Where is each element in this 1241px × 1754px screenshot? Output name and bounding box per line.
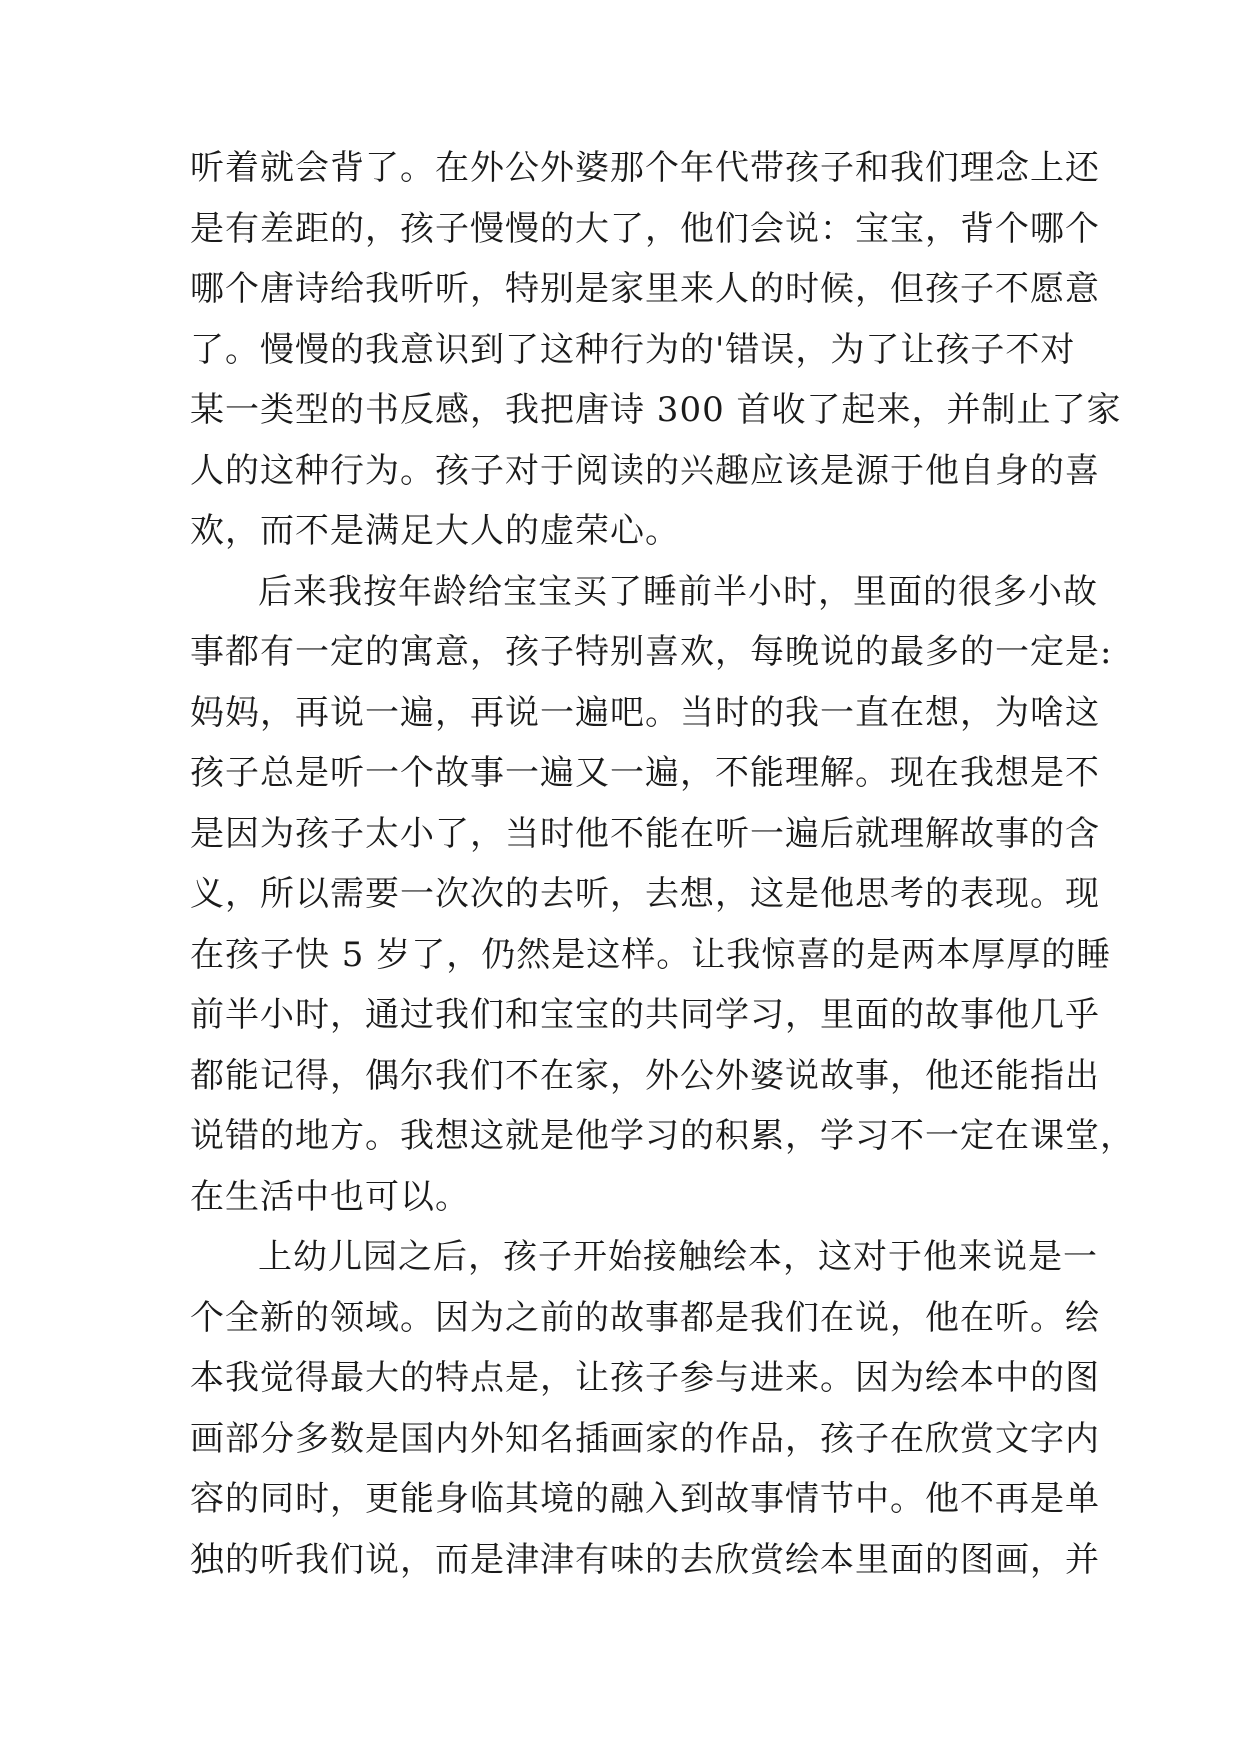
text-line: 欢，而不是满足大人的虚荣心。	[190, 511, 680, 551]
text-line: 孩子总是听一个故事一遍又一遍，不能理解。现在我想是不	[190, 753, 1100, 793]
text-line: 个全新的领域。因为之前的故事都是我们在说，他在听。绘	[190, 1297, 1100, 1338]
text-line: 本我觉得最大的特点是，让孩子参与进来。因为绘本中的图	[190, 1358, 1100, 1398]
text-line: 容的同时，更能身临其境的融入到故事情节中。他不再是单	[190, 1479, 1100, 1519]
text-line: 前半小时，通过我们和宝宝的共同学习，里面的故事他几乎	[190, 995, 1100, 1035]
text-line: 在生活中也可以。	[190, 1176, 470, 1217]
text-line: 后来我按年龄给宝宝买了睡前半小时，里面的很多小故	[258, 571, 1098, 612]
text-line: 事都有一定的寓意，孩子特别喜欢，每晚说的最多的一定是:	[190, 632, 1113, 672]
text-line: 上幼儿园之后，孩子开始接触绘本，这对于他来说是一	[258, 1237, 1098, 1277]
text-line: 是因为孩子太小了，当时他不能在听一遍后就理解故事的含	[190, 813, 1100, 854]
text-line: 是有差距的，孩子慢慢的大了，他们会说：宝宝，背个哪个	[190, 208, 1100, 249]
body-text	[190, 138, 1135, 1590]
text-line: 在孩子快 5 岁了，仍然是这样。让我惊喜的是两本厚厚的睡	[190, 934, 1112, 975]
text-line: 独的听我们说，而是津津有味的去欣赏绘本里面的图画，并	[190, 1539, 1100, 1580]
text-line: 哪个唐诗给我听听，特别是家里来人的时候，但孩子不愿意	[190, 269, 1100, 309]
text-line: 了。慢慢的我意识到了这种行为的'错误，为了让孩子不对	[190, 329, 1076, 370]
text-line: 画部分多数是国内外知名插画家的作品，孩子在欣赏文字内	[190, 1418, 1100, 1459]
text-line: 义，所以需要一次次的去听，去想，这是他思考的表现。现	[190, 874, 1100, 914]
text-line: 说错的地方。我想这就是他学习的积累，学习不一定在课堂，	[190, 1116, 1135, 1156]
text-line: 听着就会背了。在外公外婆那个年代带孩子和我们理念上还	[190, 148, 1100, 188]
text-line: 妈妈，再说一遍，再说一遍吧。当时的我一直在想，为啥这	[190, 692, 1100, 733]
text-line: 人的这种行为。孩子对于阅读的兴趣应该是源于他自身的喜	[190, 450, 1100, 491]
text-line: 都能记得，偶尔我们不在家，外公外婆说故事，他还能指出	[190, 1055, 1100, 1096]
text-line: 某一类型的书反感，我把唐诗 300 首收了起来，并制止了家	[190, 390, 1122, 430]
